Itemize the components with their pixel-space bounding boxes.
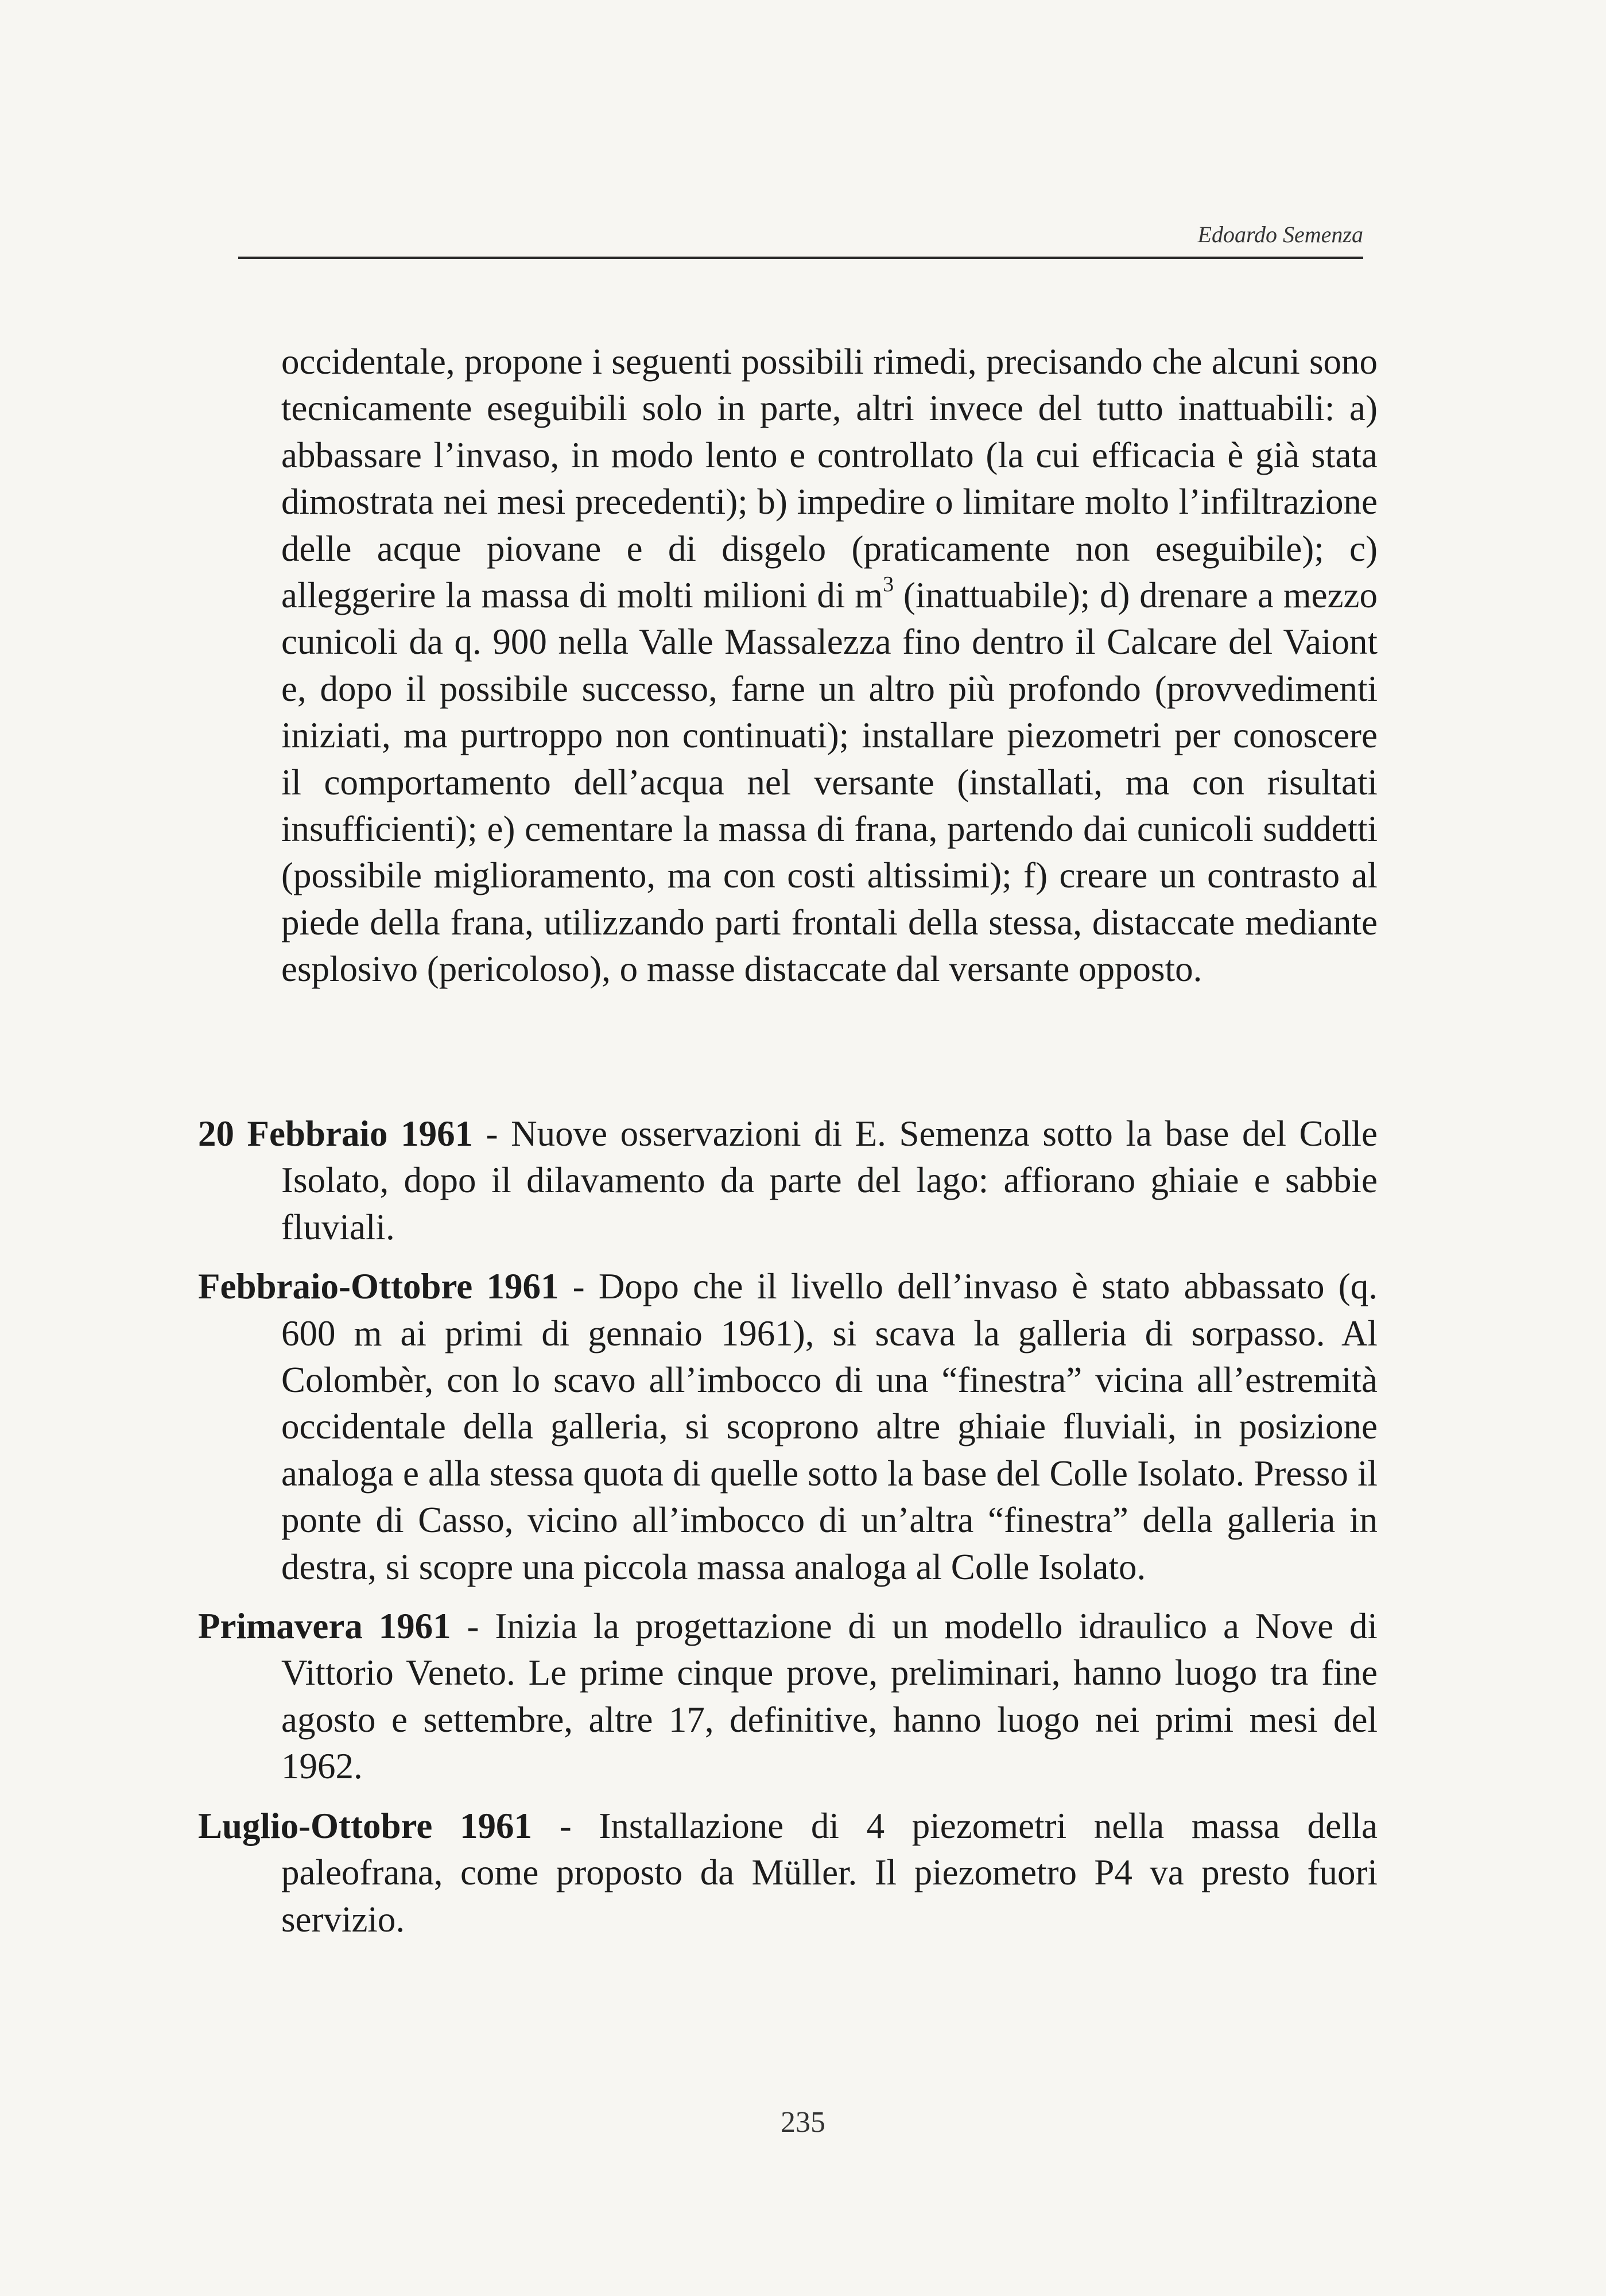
chronology-entry xyxy=(198,1111,1378,1251)
superscript-exponent: 3 xyxy=(883,572,894,597)
entry-text: - Nuove osservazioni di E. Semenza sotto la base del Colle Isolato, dopo il dilavamento da parte del lago: affiorano ghiaie e sabbie fluviali. xyxy=(281,1114,1378,1247)
entry-date: Luglio-Ottobre 1961 xyxy=(198,1805,533,1846)
chronology-entry xyxy=(198,1603,1378,1790)
chronology-entry xyxy=(198,1803,1378,1943)
entry-text: - Inizia la progettazione di un modello idraulico a Nove di Vittorio Veneto. Le prime cinque prove, preliminari, hanno luogo tra fine agosto e settembre, altre 17, definitive, hanno luogo nei primi mesi del 1962. xyxy=(281,1606,1378,1787)
running-header xyxy=(238,221,1363,267)
header-author: Edoardo Semenza xyxy=(1197,222,1363,247)
chronology-entry xyxy=(198,1263,1378,1591)
continued-text-part-2: (inattuabile); d) drenare a mezzo cunicoli da q. 900 nella Valle Massalezza fino dentro il Calcare del Vaiont e, dopo il possibile successo, farne un altro più profondo (provvedimenti iniziati, ma purtroppo non continuati); installare piezometri per conoscere il comportamento dell’acqua nel versante (installati, ma con risultati insufficienti); e) cementare la massa di frana, partendo dai cunicoli suddetti (possibile miglioramento, ma con costi altissimi); f) creare un contrasto al piede della frana, utilizzando parti frontali della stessa, distaccate mediante esplosivo (pericoloso), o masse distaccate dal versante opposto. xyxy=(281,575,1378,990)
header-rule xyxy=(238,257,1363,259)
chronology-entries xyxy=(198,1111,1378,1956)
entry-text: - Installazione di 4 piezometri nella massa della paleofrana, come proposto da Müller. Il piezometro P4 va presto fuori servizio. xyxy=(281,1805,1378,1940)
entry-date: Primavera 1961 xyxy=(198,1606,451,1647)
entry-date: Febbraio-Ottobre 1961 xyxy=(198,1266,559,1307)
page-number: 235 xyxy=(781,2106,825,2139)
entry-text: - Dopo che il livello dell’invaso è stato abbassato (q. 600 m ai primi di gennaio 1961), si scava la galleria di sorpasso. Al Colombèr, con lo scavo all’imbocco di una “finestra” vicina all’estremità occidentale della galleria, si scoprono altre ghiaie fluviali, in posizione analoga e alla stessa quota di quelle sotto la base del Colle Isolato. Presso il ponte di Casso, vicino all’imbocco di un’altra “finestra” della galleria in destra, si scopre una piccola massa analoga al Colle Isolato. xyxy=(281,1266,1378,1587)
continued-paragraph xyxy=(281,339,1378,993)
entry-date: 20 Febbraio 1961 xyxy=(198,1114,474,1154)
continued-text-part-1: occidentale, propone i seguenti possibili rimedi, precisando che alcuni sono tecnicamente eseguibili solo in parte, altri invece del tutto inattuabili: a) abbassare l’invaso, in modo lento e controllato (la cui efficacia è già stata dimostrata nei mesi precedenti); b) impedire o limitare molto l’infiltrazione delle acque piovane e di disgelo (praticamente non eseguibile); c) alleggerire la massa di molti milioni di m xyxy=(281,342,1378,616)
